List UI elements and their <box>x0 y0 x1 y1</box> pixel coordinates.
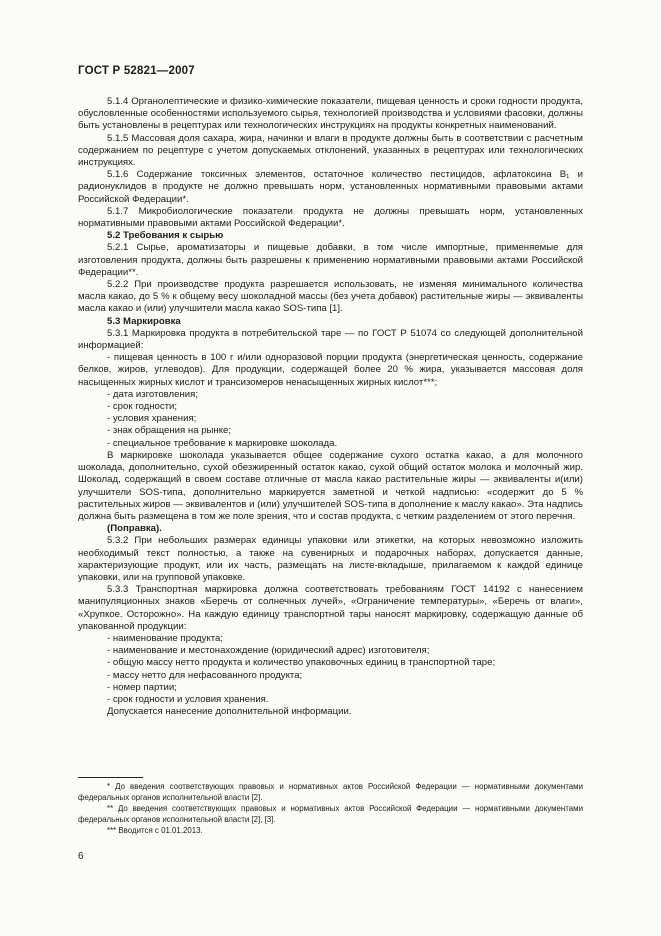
list-item: - знак обращения на рынке; <box>107 425 232 437</box>
list-item: - массу нетто для нефасованного продукта; <box>107 669 303 681</box>
list-item: - наименование и местонахождение (юридический адрес) изготовителя; <box>107 645 430 657</box>
footnote-2: ** До введения соответствующих правовых и нормативных актов Российской Федерации — нормативными документами федеральных органов исполнительной власти [2], [3]. <box>78 804 583 824</box>
chocolate-labeling-paragraph: В маркировке шоколада указывается общее содержание сухого остатка какао, а для молочного шоколада, дополнительно, сухой обезжиренный остаток какао, сухой общий остаток молока и молочный жир. Шоколад, содержащий в своем составе отличные от масла какао растительные жиры — эквиваленты и(или) улучшители SOS-типа, дополнительно маркируется заметной и четкой надписью: «содержит до 5 % растительных жиров — эквивалентов и (или) улучшителей SOS-типа в дополнение к маслу какао». Эта надпись должна быть размещена в том же поле зрения, что и состав продукта, с четким разделением от этого перечня. <box>78 449 583 522</box>
amendment-note: (Поправка). <box>107 523 162 535</box>
footnotes <box>78 781 583 836</box>
list-item: - специальное требование к маркировке шоколада. <box>107 437 338 449</box>
clause-5-2-1: 5.2.1 Сырье, ароматизаторы и пищевые добавки, в том числе импортные, применяемые для изготовления продукта, должны быть разрешены к применению нормативными правовыми актами Российской Федерации**. <box>78 242 583 278</box>
page-number: 6 <box>78 851 84 862</box>
closing-paragraph: Допускается нанесение дополнительной информации. <box>107 706 352 718</box>
footnote-divider <box>78 777 143 778</box>
clause-5-1-4: 5.1.4 Органолептические и физико-химические показатели, пищевая ценность и сроки годности продукта, обусловленные особенностями используемого сырья, технологией производства и условиями фасовки, должны быть установлены в рецептурах или технологических инструкциях на продукты конкретных наименований. <box>78 96 583 132</box>
list-item: - общую массу нетто продукта и количество упаковочных единиц в транспортной таре; <box>107 657 496 669</box>
list-item: - пищевая ценность в 100 г и/или одноразовой порции продукта (энергетическая ценность, содержание белков, жиров, углеводов). Для продукции, содержащей более 20 % жира, указывается массовая доля насыщенных жирных кислот и трансизомеров ненасыщенных жирных кислот***; <box>78 352 583 388</box>
list-item: - срок годности; <box>107 401 178 413</box>
clause-5-1-7: 5.1.7 Микробиологические показатели продукта не должны превышать норм, установленных нормативными правовыми актами Российской Федерации*. <box>78 205 583 230</box>
list-item: - условия хранения; <box>107 413 197 425</box>
clause-5-3-1: 5.3.1 Маркировка продукта в потребительской таре — по ГОСТ Р 51074 со следующей дополнительной информацией: <box>78 327 583 352</box>
footnote-3: *** Вводится с 01.01.2013. <box>107 826 203 835</box>
list-item: - наименование продукта; <box>107 632 224 644</box>
clause-5-3-3: 5.3.3 Транспортная маркировка должна соответствовать требованиям ГОСТ 14192 с нанесением манипуляционных знаков «Беречь от солнечных лучей», «Ограничение температуры», «Беречь от влаги», «Хрупкое. Осторожно». На каждую единицу транспортной тары наносят маркировку, содержащую данные об упакованной продукции: <box>78 584 583 632</box>
section-heading-5-3: 5.3 Маркировка <box>107 315 181 327</box>
footnote-1: * До введения соответствующих правовых и нормативных актов Российской Федерации — нормативными документами федеральных органов исполнительной власти [2]. <box>78 782 583 802</box>
list-item: - срок годности и условия хранения. <box>107 693 269 705</box>
clause-5-2-2: 5.2.2 При производстве продукта разрешается использовать, не изменяя минимального количества масла какао, до 5 % к общему весу шоколадной массы (без учета добавок) растительные жиры — эквиваленты масла какао и (или) улучшители масла какао SOS-типа [1]. <box>78 279 583 315</box>
list-item: - дата изготовления; <box>107 388 198 400</box>
body-text <box>78 96 583 718</box>
list-item: - номер партии; <box>107 681 177 693</box>
clause-5-3-2: 5.3.2 При небольших размерах единицы упаковки или этикетки, на которых невозможно изложить необходимый текст полностью, а также на сувенирных и подарочных наборах, допускается данные, характеризующие продукт, или их часть, размещать на листе-вкладыше, прилагаемом к каждой единице упаковки, или на групповой упаковке. <box>78 535 583 583</box>
clause-5-1-5: 5.1.5 Массовая доля сахара, жира, начинки и влаги в продукте должны быть в соответствии с расчетным содержанием по рецептуре с учетом допускаемых отклонений, указанных в рецептурах или технологических инструкциях. <box>78 132 583 169</box>
clause-5-1-6: 5.1.6 Содержание токсичных элементов, остаточное количество пестицидов, афлатоксина B₁ и радионуклидов в продукте не должно превышать норм, установленных нормативными правовыми актами Российской Федерации*. <box>78 169 583 205</box>
section-heading-5-2: 5.2 Требования к сырью <box>107 230 224 242</box>
standard-header: ГОСТ Р 52821—2007 <box>78 65 195 77</box>
